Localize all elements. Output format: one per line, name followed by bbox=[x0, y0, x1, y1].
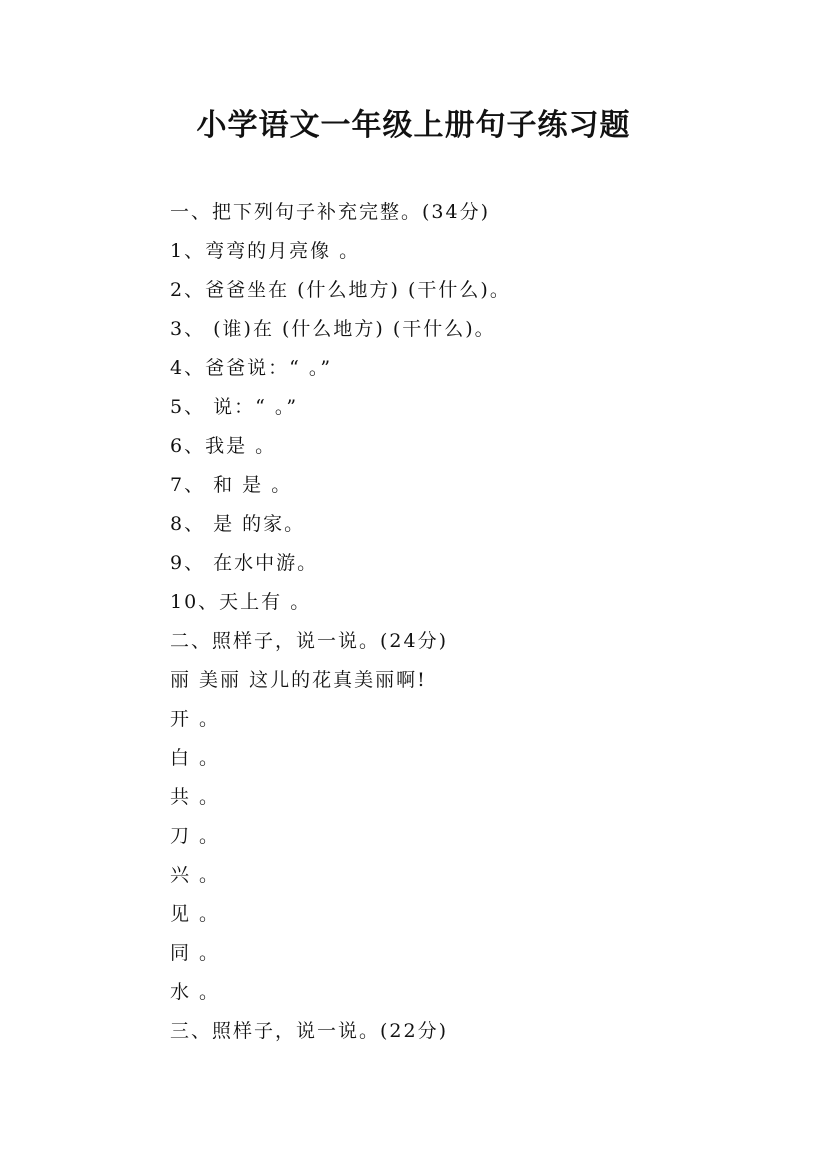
exercise-line-4: 4、爸爸说：“ 。” bbox=[170, 357, 333, 379]
example-line: 丽 美丽 这儿的花真美丽啊! bbox=[170, 669, 427, 691]
section-heading-2: 二、照样子，说一说。(24分) bbox=[170, 630, 449, 652]
exercise-line-9: 9、 在水中游。 bbox=[170, 552, 319, 574]
word-line-jian: 见 。 bbox=[170, 903, 221, 925]
word-line-gong: 共 。 bbox=[170, 786, 221, 808]
word-line-kai: 开 。 bbox=[170, 708, 221, 730]
exercise-line-3: 3、 (谁)在 (什么地方) (干什么)。 bbox=[170, 318, 496, 340]
word-line-dao: 刀 。 bbox=[170, 825, 221, 847]
word-line-shui: 水 。 bbox=[170, 981, 221, 1003]
exercise-line-7: 7、 和 是 。 bbox=[170, 474, 293, 496]
document-title: 小学语文一年级上册句子练习题 bbox=[196, 108, 631, 143]
exercise-line-5: 5、 说：“ 。” bbox=[170, 396, 299, 418]
word-line-bai: 白 。 bbox=[170, 747, 221, 769]
section-heading-1: 一、把下列句子补充完整。(34分) bbox=[170, 201, 491, 223]
word-line-xing: 兴 。 bbox=[170, 864, 221, 886]
section-heading-3: 三、照样子，说一说。(22分) bbox=[170, 1020, 449, 1042]
exercise-line-10: 10、天上有 。 bbox=[170, 591, 312, 613]
exercise-line-1: 1、弯弯的月亮像 。 bbox=[170, 240, 361, 262]
word-line-tong: 同 。 bbox=[170, 942, 221, 964]
exercise-line-6: 6、我是 。 bbox=[170, 435, 277, 457]
exercise-list bbox=[170, 196, 770, 1054]
exercise-line-2: 2、爸爸坐在 (什么地方) (干什么)。 bbox=[170, 279, 511, 301]
exercise-line-8: 8、 是 的家。 bbox=[170, 513, 306, 535]
